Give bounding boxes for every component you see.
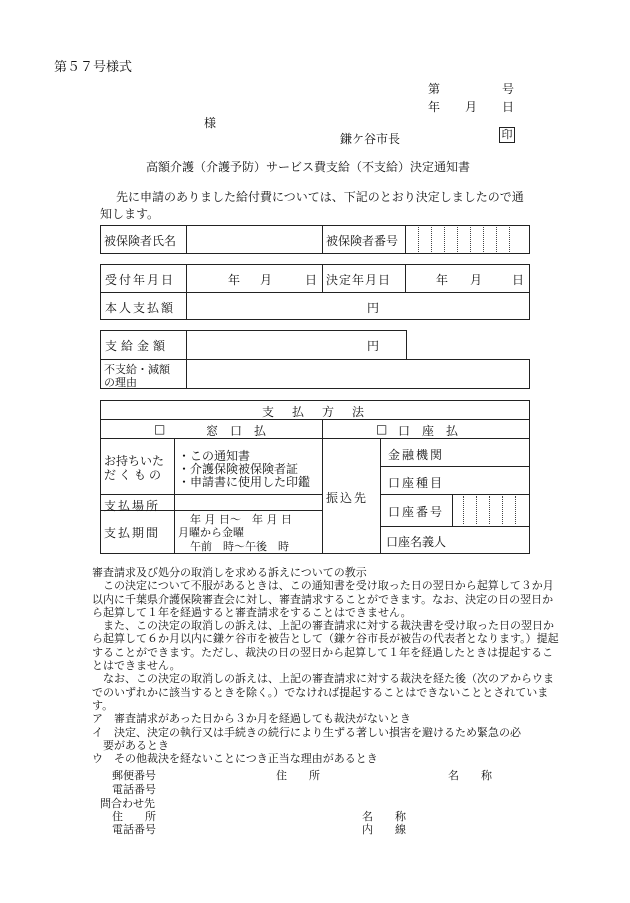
received-date-label: 受付年月日 [105, 273, 176, 287]
doc-number-prefix: 第 [428, 82, 441, 96]
account-holder-label: 口座名義人 [386, 535, 447, 549]
appeal-notice [92, 566, 562, 765]
issuer-name: 鎌ケ谷市長 [340, 132, 401, 146]
decided-day: 日 [512, 273, 525, 287]
payment-place-label: 支払場所 [104, 499, 161, 513]
date-month: 月 [465, 100, 478, 114]
extension-label: 内 線 [362, 823, 406, 836]
notice-item-i-line2: 要があるとき [103, 738, 169, 752]
self-payment-yen: 円 [367, 301, 380, 315]
bring-item-3: ・申請書に使用した印鑑 [178, 475, 311, 489]
notice-heading: 審査請求及び処分の取消しを求める訴えについての教示 [92, 566, 367, 579]
notice-paragraph-3: なお、この決定の取消しの訴えは、上記の審査請求に対する裁決を経た後（次のアからウまでのいずれかに該当するときを除く。）でなければ提起することはできないこととされています。 [92, 672, 554, 712]
doc-number-suffix: 号 [502, 82, 515, 96]
bring-label-line2: だくもの [104, 468, 165, 482]
notice-item-u: ウ その他裁決を経ないことにつき正当な理由があるとき [92, 752, 378, 766]
address-label: 住 所 [276, 769, 320, 782]
notice-paragraph-1: この決定について不服があるときは、この通知書を受け取った日の翌日から起算して３か月以内に千葉県介護保険審査会に対し、審査請求することができます。なお、決定の日の翌日から起算して１年を経過すると審査請求をすることはできません。 [92, 579, 554, 619]
account-number-label: 口座番号 [388, 505, 445, 519]
official-seal: 印 [499, 127, 515, 143]
inquiry-phone-label: 電話番号 [112, 823, 156, 836]
date-day: 日 [502, 100, 515, 114]
notice-item-i-line1: イ 決定、決定の執行又は手続きの続行により生ずる著しい損害を避けるため緊急の必 [92, 725, 521, 739]
payment-period-hours: 午前 時～午後 時 [190, 540, 289, 553]
phone-label: 電話番号 [112, 783, 156, 796]
decided-month: 月 [470, 273, 483, 287]
account-payment-checkbox[interactable]: □ [376, 422, 388, 436]
date-year: 年 [428, 100, 441, 114]
payment-period-dates: 年 月 日～ 年 月 日 [190, 513, 292, 526]
transfer-destination-label: 振込先 [326, 491, 369, 505]
account-payment-label: 口 座 払 [398, 424, 459, 438]
payment-amount-yen: 円 [367, 339, 380, 353]
name-label: 名 称 [448, 769, 492, 782]
notice-item-a: ア 審査請求があった日から３か月を経過しても裁決がないとき [92, 712, 411, 726]
inquiry-address-label: 住 所 [112, 810, 156, 823]
notice-paragraph-2: また、この決定の取消しの訴えは、上記の審査請求に対する裁決書を受け取った日の翌日から起算して６か月以内に鎌ケ谷市を被告として（鎌ケ谷市長が被告の代表者となります。）提起することができます。ただし、裁決の日の翌日から起算して１年を経過したときは提起することはできません。 [92, 619, 559, 673]
counter-payment-label: 窓 口 払 [206, 424, 267, 438]
bring-item-2: ・介護保険被保険者証 [178, 462, 299, 476]
bring-item-1: ・この通知書 [178, 449, 251, 463]
document-title: 高額介護（介護予防）サービス費支給（不支給）決定通知書 [146, 160, 471, 174]
insured-number-label: 被保険者番号 [326, 234, 399, 248]
reason-label-line2: の理由 [104, 376, 137, 389]
decided-year: 年 [436, 273, 449, 287]
inquiry-label: 問合わせ先 [100, 797, 155, 810]
intro-line-2: 知します。 [100, 207, 160, 221]
payment-period-label: 支払期間 [104, 526, 161, 540]
decided-date-label: 決定年月日 [326, 273, 392, 287]
payment-period-days: 月曜から金曜 [178, 526, 244, 539]
addressee-honorific: 様 [204, 116, 217, 130]
reason-label-line1: 不支給・減額 [104, 363, 170, 376]
payment-method-header: 支 払 方 法 [262, 405, 368, 419]
received-month: 月 [260, 273, 273, 287]
inquiry-name-label: 名 称 [362, 810, 406, 823]
payment-amount-label: 支給金額 [105, 339, 170, 353]
received-year: 年 [228, 273, 241, 287]
insured-name-label: 被保険者氏名 [104, 234, 177, 248]
self-payment-label: 本人支払額 [105, 301, 176, 315]
received-day: 日 [305, 273, 318, 287]
form-number: 第５７号様式 [54, 60, 133, 75]
counter-payment-checkbox[interactable]: □ [154, 422, 166, 436]
postal-code-label: 郵便番号 [112, 769, 156, 782]
bring-label-line1: お持ちいた [104, 454, 165, 468]
bank-label: 金融機関 [388, 448, 445, 462]
account-type-label: 口座種目 [388, 476, 445, 490]
intro-line-1: 先に申請のありました給付費については、下記のとおり決定しましたので通 [116, 190, 524, 204]
